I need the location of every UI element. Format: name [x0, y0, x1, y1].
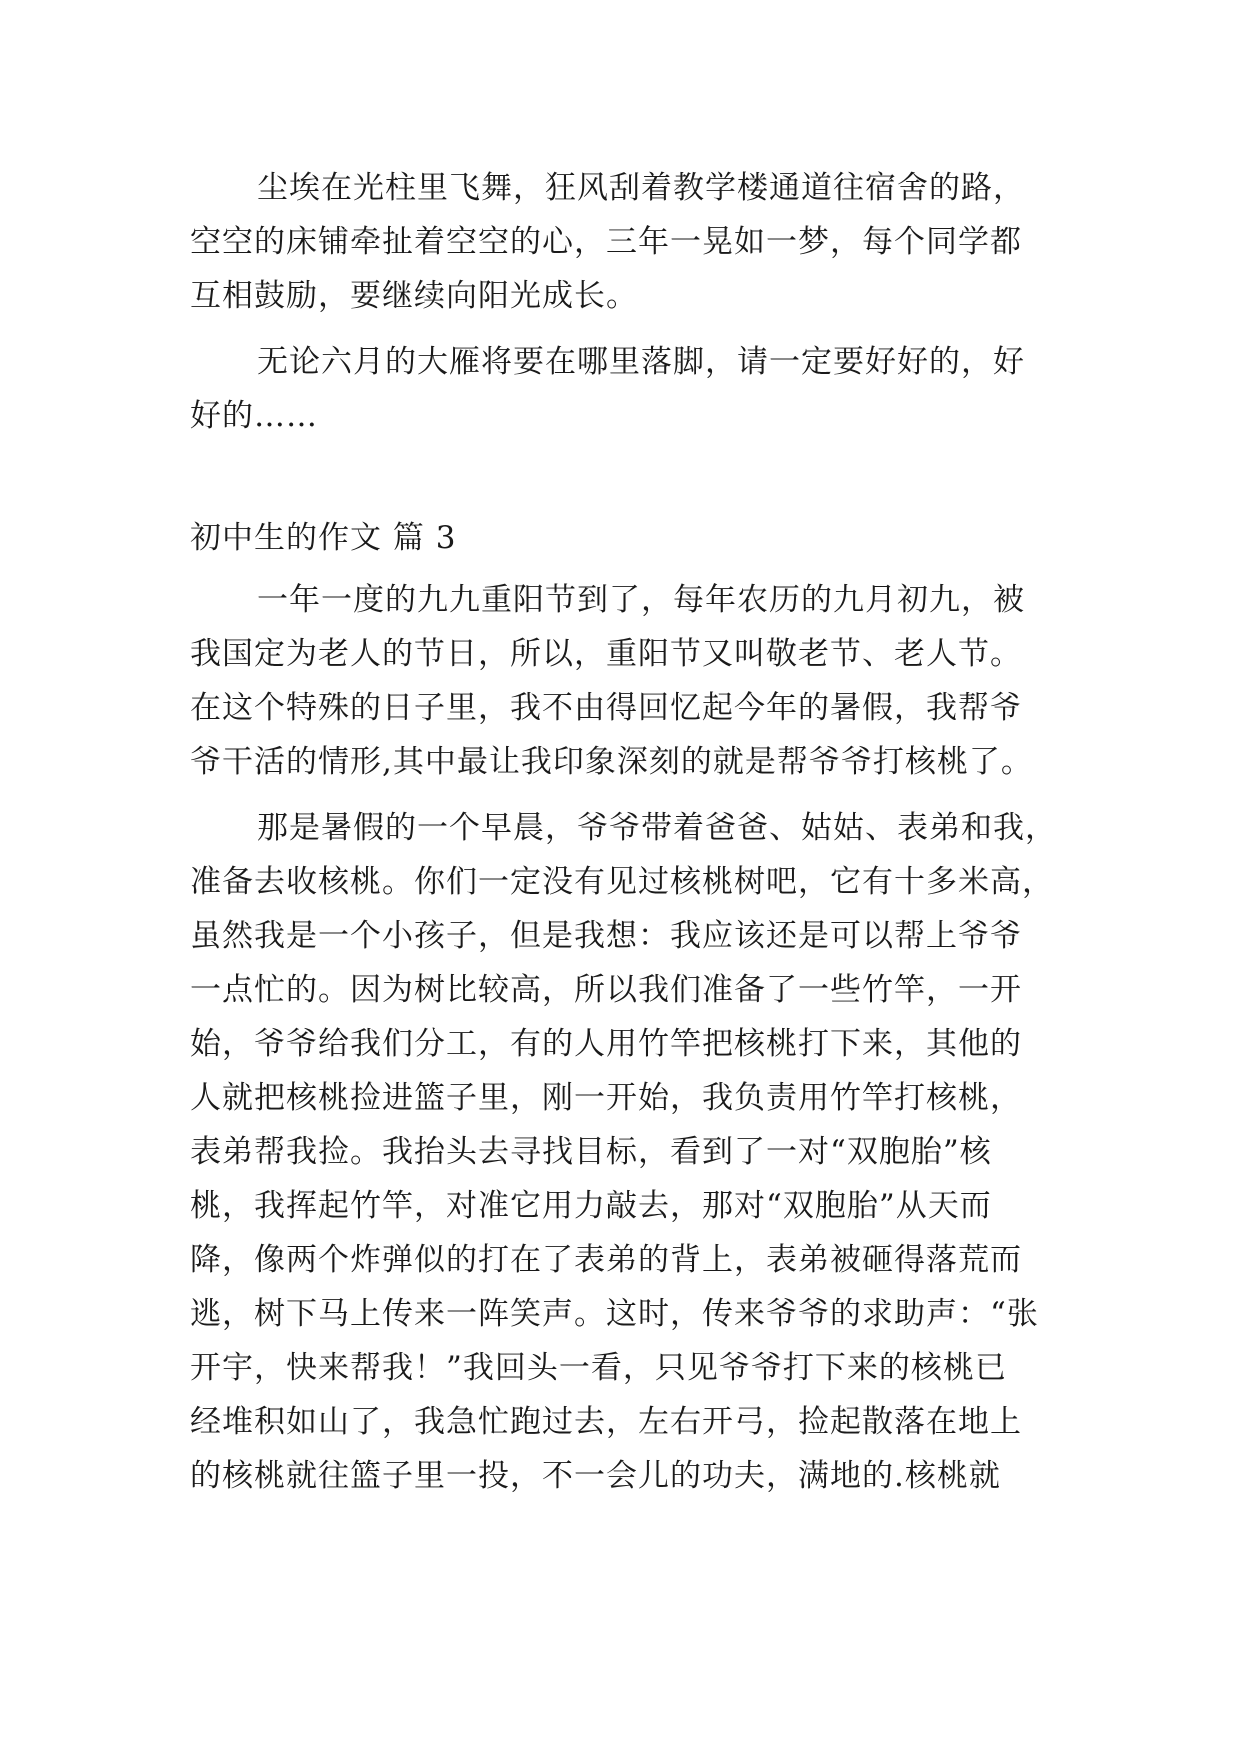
text-line: 逃，树下马上传来一阵笑声。这时，传来爷爷的求助声：“张 [190, 1296, 1039, 1332]
text-line: 好的…… [190, 398, 318, 434]
text-line: 经堆积如山了，我急忙跑过去，左右开弓，捡起散落在地上 [190, 1404, 1022, 1440]
text-line: 虽然我是一个小孩子，但是我想：我应该还是可以帮上爷爷 [190, 918, 1022, 954]
text-line: 降，像两个炸弹似的打在了表弟的背上，表弟被砸得落荒而 [190, 1242, 1022, 1278]
text-line: 一点忙的。因为树比较高，所以我们准备了一些竹竿，一开 [190, 972, 1022, 1008]
text-line: 的核桃就往篮子里一投，不一会儿的功夫，满地的.核桃就 [190, 1458, 1001, 1494]
text-line: 我国定为老人的节日，所以，重阳节又叫敬老节、老人节。 [190, 636, 1022, 672]
text-line: 互相鼓励，要继续向阳光成长。 [190, 278, 638, 314]
section-heading: 初中生的作文 篇 3 [190, 520, 457, 556]
text-line: 准备去收核桃。你们一定没有见过核桃树吧，它有十多米高， [190, 864, 1054, 900]
text-line: 那是暑假的一个早晨，爷爷带着爸爸、姑姑、表弟和我， [257, 810, 1057, 846]
text-line: 无论六月的大雁将要在哪里落脚，请一定要好好的，好 [257, 344, 1025, 380]
text-line: 开宇，快来帮我！”我回头一看，只见爷爷打下来的核桃已 [190, 1350, 1007, 1386]
text-line: 一年一度的九九重阳节到了，每年农历的九月初九，被 [257, 582, 1025, 618]
text-line: 人就把核桃捡进篮子里，刚一开始，我负责用竹竿打核桃， [190, 1080, 1022, 1116]
text-line: 始，爷爷给我们分工，有的人用竹竿把核桃打下来，其他的 [190, 1026, 1022, 1062]
text-line: 爷干活的情形,其中最让我印象深刻的就是帮爷爷打核桃了。 [190, 744, 1033, 780]
text-line: 表弟帮我捡。我抬头去寻找目标，看到了一对“双胞胎”核 [190, 1134, 992, 1170]
text-line: 空空的床铺牵扯着空空的心，三年一晃如一梦，每个同学都 [190, 224, 1022, 260]
text-line: 尘埃在光柱里飞舞，狂风刮着教学楼通道往宿舍的路， [257, 170, 1025, 206]
text-line: 桃，我挥起竹竿，对准它用力敲去，那对“双胞胎”从天而 [190, 1188, 992, 1224]
text-line: 在这个特殊的日子里，我不由得回忆起今年的暑假，我帮爷 [190, 690, 1022, 726]
